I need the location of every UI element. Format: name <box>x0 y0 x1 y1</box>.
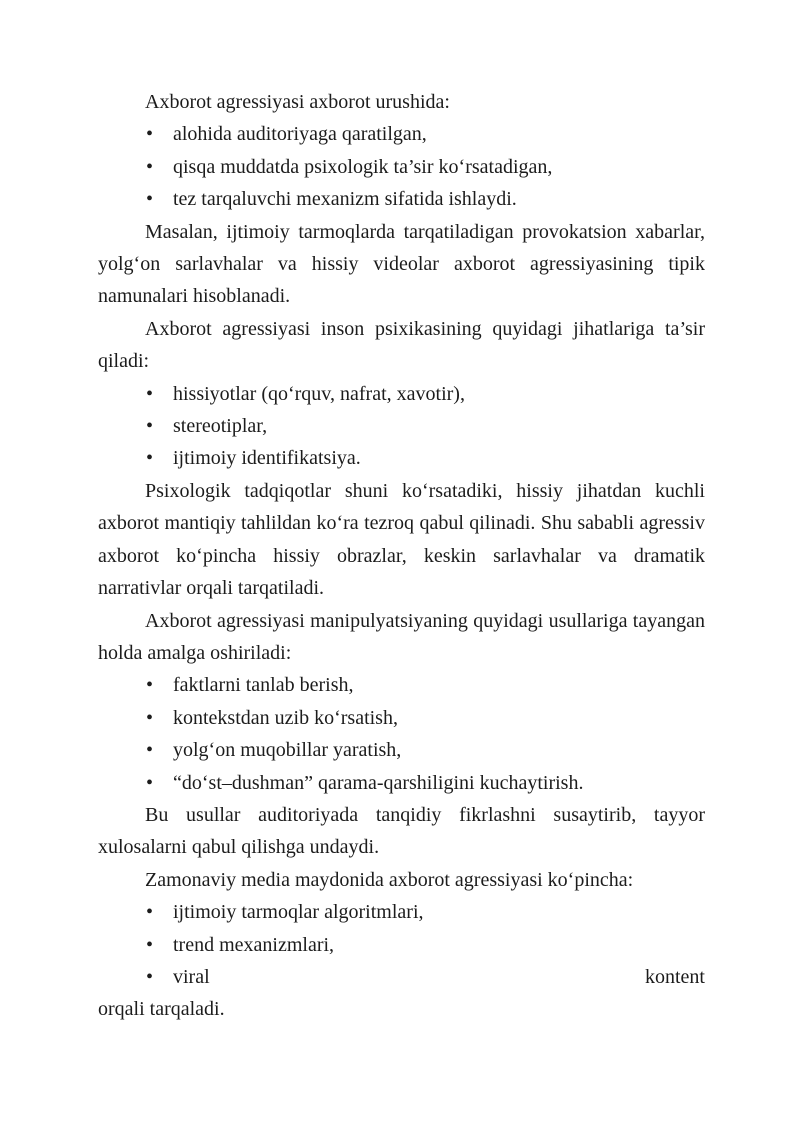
bullet-icon: • <box>146 123 154 146</box>
list-item-text: stereotiplar, <box>173 415 268 438</box>
list-item <box>98 118 705 150</box>
list-item-text: “do‘st–dushman” qarama-qarshiligini kuchaytirish. <box>173 771 584 794</box>
list-item <box>98 151 705 183</box>
list-item-text: qisqa muddatda psixologik ta’sir ko‘rsatadigan, <box>173 155 553 178</box>
bullet-icon: • <box>146 188 154 211</box>
bullet-list-media-channels <box>98 896 705 993</box>
bullet-icon: • <box>146 155 154 178</box>
list-item <box>98 669 705 701</box>
bullet-icon: • <box>146 674 154 697</box>
list-item <box>98 929 705 961</box>
paragraph-media: Zamonaviy media maydonida axborot agressiyasi ko‘pincha: <box>145 868 634 891</box>
bullet-icon: • <box>146 771 154 794</box>
bullet-list-psyche-aspects <box>98 378 705 475</box>
paragraph-intro: Axborot agressiyasi axborot urushida: <box>145 91 450 113</box>
bullet-icon: • <box>146 447 154 470</box>
bullet-icon: • <box>146 415 154 438</box>
paragraph-methods: Axborot agressiyasi manipulyatsiyaning quyidagi usullariga tayangan holda amalga oshiriladi: <box>98 609 705 664</box>
bullet-icon: • <box>146 706 154 729</box>
list-item-text: faktlarni tanlab berish, <box>173 674 354 697</box>
bullet-icon: • <box>146 965 154 988</box>
paragraph-psyche: Axborot agressiyasi inson psixikasining quyidagi jihatlariga ta’sir qiladi: <box>98 317 705 373</box>
list-item-text: trend mexanizmlari, <box>173 933 335 956</box>
bullet-icon: • <box>146 933 154 956</box>
list-item <box>98 702 705 734</box>
list-item <box>98 183 705 215</box>
bullet-list-war-traits <box>98 118 705 215</box>
list-item-text: hissiyotlar (qo‘rquv, nafrat, xavotir), <box>173 382 465 405</box>
list-item <box>98 767 705 799</box>
list-item <box>98 734 705 766</box>
list-item <box>98 410 705 442</box>
list-item-text: ijtimoiy identifikatsiya. <box>173 447 361 470</box>
list-item-text: tez tarqaluvchi mexanizm sifatida ishlaydi. <box>173 188 517 211</box>
list-item-text: kontekstdan uzib ko‘rsatish, <box>173 706 398 729</box>
paragraph-tail: orqali tarqaladi. <box>98 998 225 1021</box>
list-item <box>98 442 705 474</box>
paragraph-research: Psixologik tadqiqotlar shuni ko‘rsatadiki, hissiy jihatdan kuchli axborot mantiqiy tahlildan ko‘ra tezroq qabul qilinadi. Shu sababli agressiv axborot ko‘pincha hissiy obrazlar, keskin sarlavhalar va dramatik narrativlar orqali tarqatiladi. <box>98 479 705 600</box>
list-item <box>98 378 705 410</box>
list-item-text: alohida auditoriyaga qaratilgan, <box>173 123 427 146</box>
bullet-list-manipulation-methods <box>98 669 705 799</box>
list-item-text-right: kontent <box>645 965 705 988</box>
list-item-justified <box>98 961 705 993</box>
list-item-text: yolg‘on muqobillar yaratish, <box>173 739 402 762</box>
list-item <box>98 896 705 928</box>
bullet-icon: • <box>146 382 154 405</box>
bullet-icon: • <box>146 901 154 924</box>
list-item-text: ijtimoiy tarmoqlar algoritmlari, <box>173 901 424 924</box>
list-item-text-left: viral <box>173 965 210 988</box>
bullet-icon: • <box>146 739 154 762</box>
paragraph-example: Masalan, ijtimoiy tarmoqlarda tarqatiladigan provokatsion xabarlar, yolg‘on sarlavhalar va hissiy videolar axborot agressiyasining tipik namunalari hisoblanadi. <box>98 220 705 308</box>
paragraph-effect: Bu usullar auditoriyada tanqidiy fikrlashni susaytirib, tayyor xulosalarni qabul qilishga undaydi. <box>98 803 705 859</box>
